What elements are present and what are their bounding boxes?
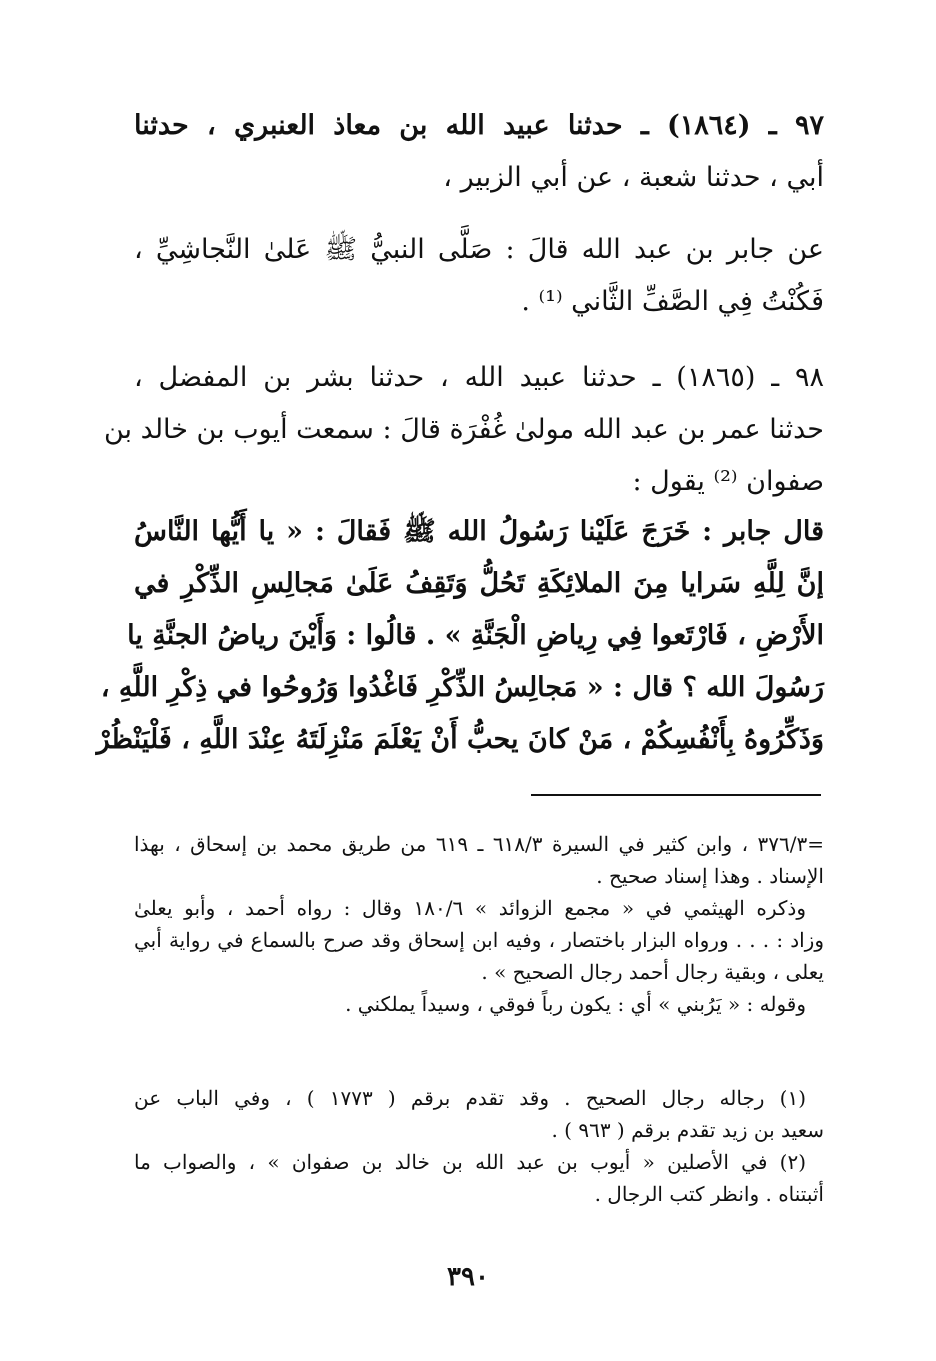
footnote-cont-line-2: الإسناد . وهذا إسناد صحيح .	[596, 864, 824, 888]
footnote-2-line-1: (٢) في الأصلين « أيوب بن عبد الله بن خالد بن صفوان » ، والصواب ما	[134, 1150, 806, 1174]
hadith-98-isnad	[104, 352, 824, 508]
footnote-separator	[531, 794, 821, 796]
hadith-98-matn	[96, 506, 824, 766]
footnote-cont-line-1: =٣٧٦/٣ ، وابن كثير في السيرة ٦١٨/٣ ـ ٦١٩ من طريق محمد بن إسحاق ، بهذا	[134, 832, 825, 856]
footnote-cont-line-5: يعلى ، وبقية رجال أحمد رجال الصحيح » .	[481, 960, 824, 984]
hadith-98-matn-line-4: رَسُولَ الله ؟ قال : « مَجالِسُ الذِّكْرِ فَاغْدُوا وَرُوحُوا في ذِكْرِ اللَّهِ ،	[100, 672, 824, 703]
footnote-1-line-2: سعيد بن زيد تقدم برقم ( ٩٦٣ ) .	[551, 1118, 824, 1142]
hadith-98-line-2: حدثنا عمر بن عبد الله مولىٰ غُفْرَة قالَ : سمعت أيوب بن خالد بن	[104, 414, 824, 445]
footnotes	[134, 1082, 824, 1210]
hadith-97-line-1: ٩٧ ـ (١٨٦٤) ـ حدثنا عبيد الله بن معاذ العنبري ، حدثنا	[134, 110, 824, 141]
hadith-98-line-1: ٩٨ ـ (١٨٦٥) ـ حدثنا عبيد الله ، حدثنا بشر بن المفضل ،	[134, 362, 824, 393]
hadith-98-matn-line-5: وَذَكِّرُوهُ بِأَنْفُسِكُمْ ، مَنْ كانَ يحبُّ أَنْ يَعْلَمَ مَنْزِلَتَهُ عِنْدَ اللَّهِ ، فَلْيَنْظُرْ	[96, 724, 824, 755]
hadith-98-matn-line-1: قال جابر : خَرَجَ عَلَيْنا رَسُولُ الله ﷺ فَقالَ : « يا أَيُّها النَّاسُ	[134, 516, 824, 547]
footnote-1-line-1: (١) رجاله رجال الصحيح . وقد تقدم برقم ( ١٧٧٣ ) ، وفي الباب عن	[134, 1086, 806, 1110]
footnotes-continued	[134, 828, 824, 1020]
hadith-98-matn-line-2: إنَّ لِلَّهِ سَرايا مِنَ الملائِكَةِ تَحُلُّ وَتَقِفُ عَلَىٰ مَجالِسِ الذِّكْرِ في	[134, 568, 824, 599]
footnote-2-line-2: أثبتناه . وانظر كتب الرجال .	[594, 1182, 824, 1206]
footnote-cont-line-6: وقوله : « يَرُبني » أي : يكون رباً فوقي ، وسيداً يملكني .	[345, 992, 806, 1016]
footnote-cont-line-4: وزاد : . . . ورواه البزار باختصار ، وفيه ابن إسحاق وقد صرح بالسماع في رواية أبي	[134, 928, 824, 952]
hadith-97-matn-line-2: فَكُنْتُ فِي الصَّفِّ الثَّاني ⁽¹⁾ .	[521, 286, 824, 317]
hadith-98-line-3: صفوان ⁽²⁾ يقول :	[632, 466, 824, 497]
hadith-97-matn	[134, 224, 824, 328]
hadith-97-isnad	[134, 100, 824, 204]
page-number: ٣٩٠	[447, 1262, 489, 1292]
hadith-98-matn-line-3: الأَرْضِ ، فَارْتَعوا فِي رِياضِ الْجَنَّةِ » . قالُوا : وَأَيْنَ رياضُ الجنَّةِ يا	[127, 620, 824, 651]
hadith-97-line-2: أبي ، حدثنا شعبة ، عن أبي الزبير ،	[443, 162, 824, 193]
hadith-97-matn-line-1: عن جابر بن عبد الله قالَ : صَلَّى النبيُّ ﷺ عَلىٰ النَّجاشِيِّ ،	[134, 234, 824, 265]
footnote-cont-line-3: وذكره الهيثمي في « مجمع الزوائد » ١٨٠/٦ وقال : رواه أحمد ، وأبو يعلىٰ	[134, 896, 806, 920]
